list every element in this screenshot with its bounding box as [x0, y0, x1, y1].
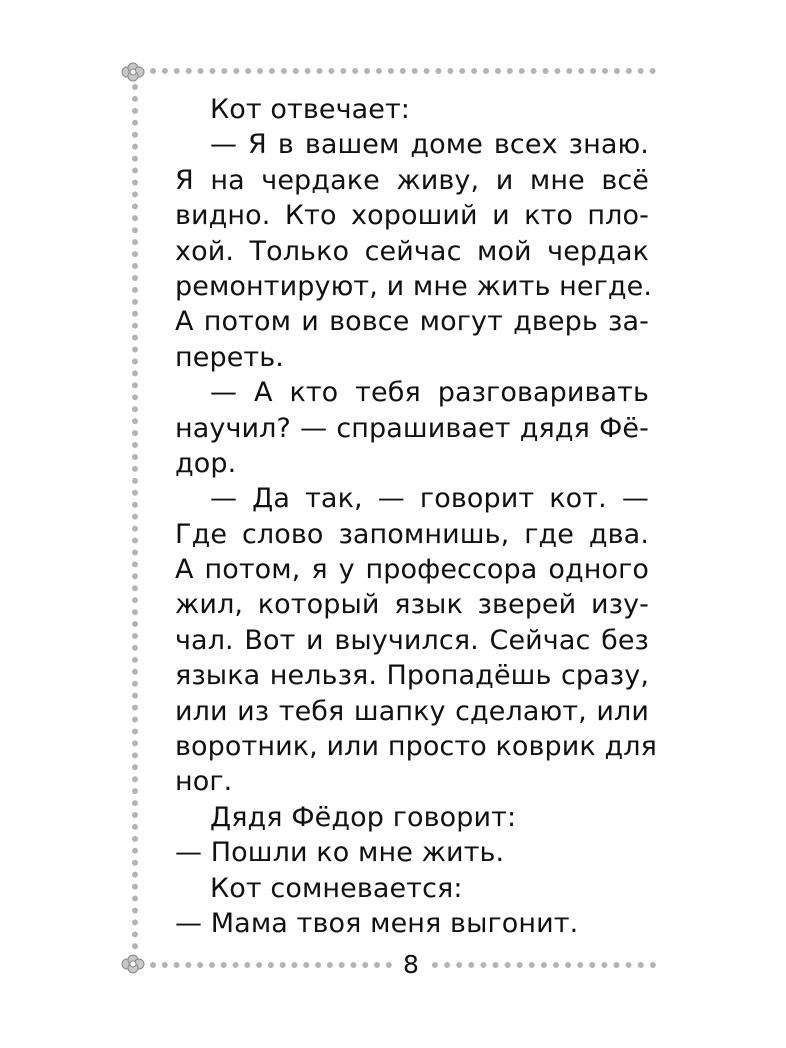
text-line: языка нельзя. Пропадёшь сразу, — [175, 660, 649, 692]
text-line: А потом и вовсе могут дверь за- — [175, 306, 649, 338]
text-line: переть. — [175, 341, 284, 373]
decorative-border-top — [150, 68, 656, 86]
text-line: воротник, или просто коврик для — [175, 731, 657, 763]
decorative-border-left — [132, 84, 146, 950]
page-number: 8 — [403, 950, 419, 979]
text-line: жил, который язык зверей изу- — [175, 589, 649, 621]
text-line: Где слово запомнишь, где два. — [175, 518, 649, 550]
text-line: чал. Вот и выучился. Сейчас без — [175, 624, 649, 656]
text-line: — Я в вашем доме всех знаю. — [210, 129, 649, 161]
text-line: дор. — [175, 447, 237, 479]
text-line: видно. Кто хороший и кто пло- — [175, 200, 649, 232]
text-line: А потом, я у профессора одного — [175, 554, 649, 586]
text-line: Я на чердаке живу, и мне всё — [175, 164, 649, 196]
flower-ornament-icon — [120, 954, 146, 974]
text-line: — А кто тебя разговаривать — [210, 377, 649, 409]
text-line: или из тебя шапку сделают, или — [175, 695, 649, 727]
text-line: — Мама твоя меня выгонит. — [175, 907, 579, 939]
text-line: ног. — [175, 766, 233, 798]
text-line: — Да так, — говорит кот. — — [210, 483, 649, 515]
text-line: Кот сомневается: — [210, 872, 463, 904]
decorative-border-bottom-left — [150, 962, 392, 980]
text-line: хой. Только сейчас мой чердак — [175, 235, 649, 267]
flower-ornament-icon — [120, 62, 146, 82]
text-line: ремонтируют, и мне жить негде. — [175, 270, 653, 302]
text-line: Кот отвечает: — [210, 94, 411, 125]
text-line: Дядя Фёдор говорит: — [210, 801, 517, 833]
decorative-border-bottom-right — [432, 962, 656, 980]
text-line: — Пошли ко мне жить. — [175, 837, 505, 869]
text-line: научил? — спрашивает дядя Фё- — [175, 412, 649, 444]
story-text — [175, 92, 657, 941]
